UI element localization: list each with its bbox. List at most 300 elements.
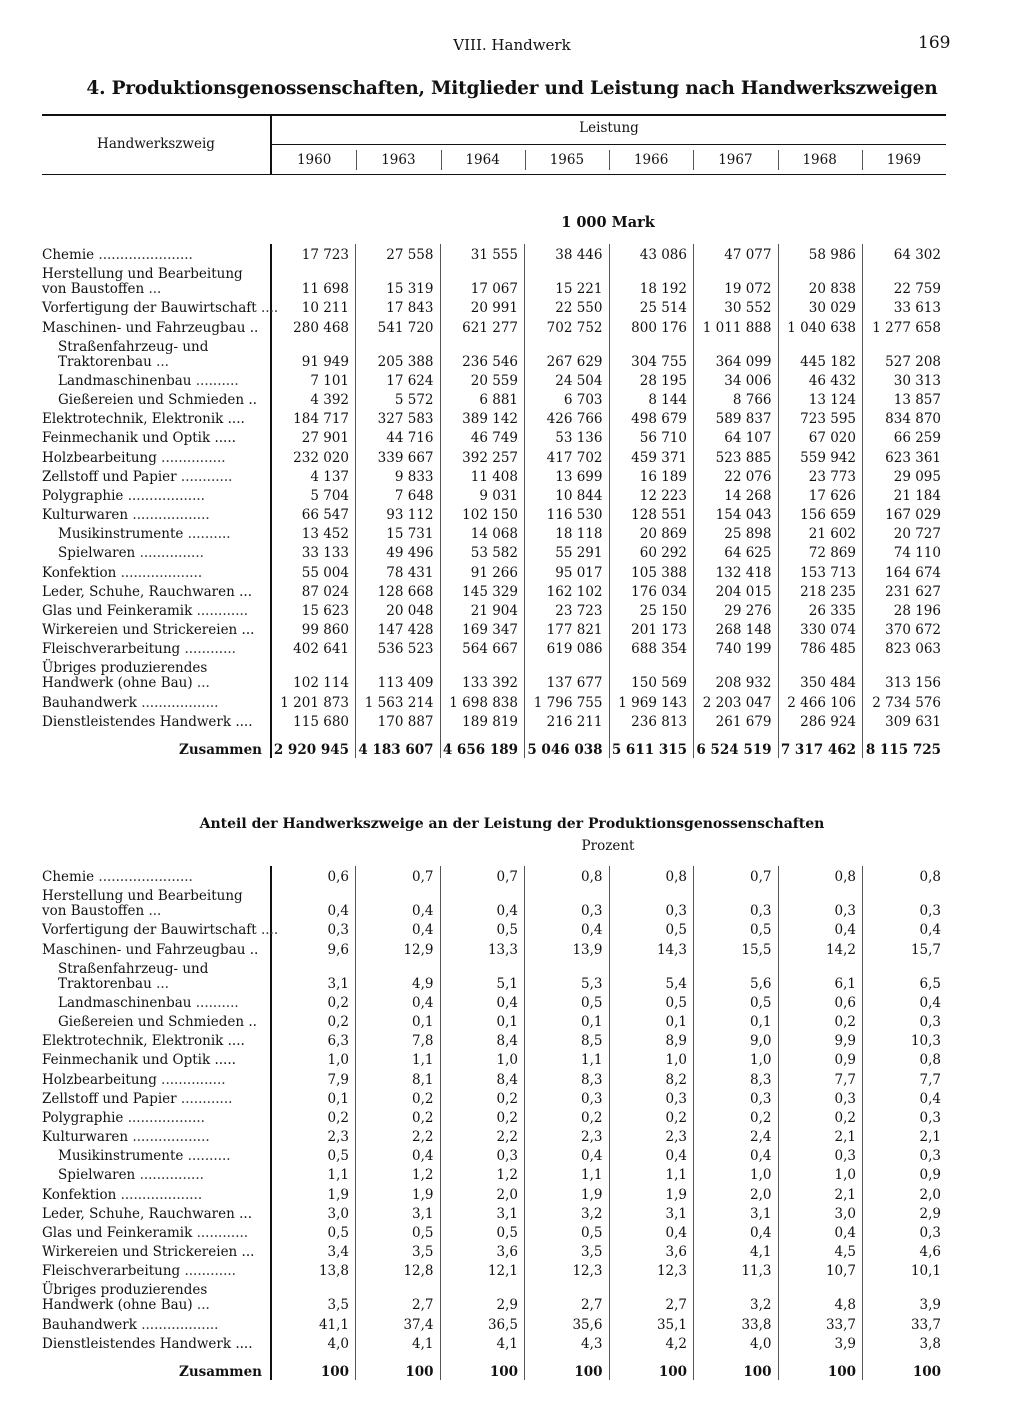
cell-value: 6,1 [778, 958, 863, 992]
leader-dots: ............ [184, 1263, 236, 1280]
cell-value: 0,4 [356, 992, 441, 1011]
cell-value: 3,2 [694, 1279, 779, 1313]
cell-value: 9 833 [356, 466, 441, 485]
cell-value: 8,4 [440, 1068, 525, 1087]
total-value: 4 656 189 [440, 730, 525, 758]
cell-value: 60 292 [609, 542, 694, 561]
cell-value: 74 110 [863, 542, 948, 561]
cell-value: 26 335 [778, 600, 863, 619]
cell-value: 800 176 [609, 316, 694, 335]
total-value: 100 [609, 1352, 694, 1380]
cell-value: 208 932 [694, 657, 779, 691]
cell-value: 0,1 [609, 1011, 694, 1030]
header-row-label: Handwerkszweig [97, 136, 215, 152]
cell-value: 162 102 [525, 581, 610, 600]
cell-value: 2,2 [440, 1126, 525, 1145]
cell-value: 150 569 [609, 657, 694, 691]
cell-value: 10 211 [271, 297, 356, 316]
cell-value: 0,4 [863, 992, 948, 1011]
cell-value: 1,0 [694, 1049, 779, 1068]
cell-value: 25 898 [694, 523, 779, 542]
leader-dots: ............ [184, 641, 236, 658]
cell-value: 10,3 [863, 1030, 948, 1049]
cell-value: 15,5 [694, 938, 779, 957]
cell-value: 0,3 [525, 1088, 610, 1107]
row-label: Elektrotechnik, Elektronik .... [42, 1033, 245, 1050]
total-value: 5 611 315 [609, 730, 694, 758]
cell-value: 339 667 [356, 446, 441, 465]
cell-value: 20 991 [440, 297, 525, 316]
row-label: Dienstleistendes Handwerk .... [42, 1335, 253, 1352]
cell-value: 218 235 [778, 581, 863, 600]
table-row [42, 1068, 947, 1087]
leader-dots: ............... [161, 1071, 226, 1088]
cell-value: 176 034 [609, 581, 694, 600]
leader-dots: .......... [187, 526, 231, 543]
cell-value: 13 699 [525, 466, 610, 485]
row-label: Herstellung und Bearbeitung von Baustoffen ... [42, 888, 243, 920]
cell-value: 10,7 [778, 1260, 863, 1279]
total-value: 100 [863, 1352, 948, 1380]
cell-value: 2,2 [356, 1126, 441, 1145]
header-group-rule [272, 144, 946, 145]
cell-value: 536 523 [356, 638, 441, 657]
total-value: 100 [525, 1352, 610, 1380]
table-row [42, 1279, 947, 1313]
cell-value: 2 734 576 [863, 691, 948, 710]
cell-value: 623 361 [863, 446, 948, 465]
table-row [42, 711, 947, 730]
cell-value: 0,5 [440, 1222, 525, 1241]
row-label: Herstellung und Bearbeitung von Baustoffen ... [42, 266, 243, 298]
cell-value: 392 257 [440, 446, 525, 465]
cell-value: 10 844 [525, 485, 610, 504]
cell-value: 33,7 [778, 1313, 863, 1332]
total-value: 4 183 607 [356, 730, 441, 758]
cell-value: 5,6 [694, 958, 779, 992]
leader-dots: ... [196, 1297, 210, 1314]
cell-value: 9,0 [694, 1030, 779, 1049]
cell-value: 0,5 [609, 919, 694, 938]
row-label: Holzbearbeitung ............... [42, 1071, 226, 1088]
total-value: 8 115 725 [863, 730, 948, 758]
table-row [42, 389, 947, 408]
cell-value: 4,3 [525, 1333, 610, 1352]
cell-value: 153 713 [778, 561, 863, 580]
cell-value: 3,5 [271, 1279, 356, 1313]
cell-value: 0,7 [440, 866, 525, 885]
cell-value: 0,4 [694, 1222, 779, 1241]
header-year-divider [693, 150, 694, 170]
row-label: Feinmechanik und Optik ..... [42, 1052, 236, 1069]
cell-value: 5,1 [440, 958, 525, 992]
row-label: Maschinen- und Fahrzeugbau .. [42, 319, 259, 336]
total-value: 7 317 462 [778, 730, 863, 758]
cell-value: 1,0 [271, 1049, 356, 1068]
row-label: Dienstleistendes Handwerk .... [42, 713, 253, 730]
row-label: Landmaschinenbau .......... [58, 994, 239, 1011]
cell-value: 0,2 [356, 1088, 441, 1107]
header-year-2: 1964 [465, 152, 500, 168]
leader-dots: .......... [195, 372, 239, 389]
cell-value: 1,1 [356, 1049, 441, 1068]
cell-value: 21 602 [778, 523, 863, 542]
cell-value: 6 703 [525, 389, 610, 408]
table-row [42, 885, 947, 919]
cell-value: 3,0 [271, 1203, 356, 1222]
total-value: 100 [440, 1352, 525, 1380]
cell-value: 17 843 [356, 297, 441, 316]
cell-value: 67 020 [778, 427, 863, 446]
cell-value: 8,9 [609, 1030, 694, 1049]
cell-value: 1 796 755 [525, 691, 610, 710]
cell-value: 53 136 [525, 427, 610, 446]
cell-value: 14 268 [694, 485, 779, 504]
table-row [42, 466, 947, 485]
table-row [42, 1126, 947, 1145]
cell-value: 0,3 [609, 1088, 694, 1107]
cell-value: 3,8 [863, 1333, 948, 1352]
cell-value: 9 031 [440, 485, 525, 504]
cell-value: 417 702 [525, 446, 610, 465]
header-bottom-rule [42, 174, 946, 175]
cell-value: 286 924 [778, 711, 863, 730]
cell-value: 2,3 [609, 1126, 694, 1145]
cell-value: 105 388 [609, 561, 694, 580]
table-row [42, 1107, 947, 1126]
table-row [42, 1030, 947, 1049]
table-row [42, 657, 947, 691]
cell-value: 23 773 [778, 466, 863, 485]
cell-value: 20 869 [609, 523, 694, 542]
cell-value: 1 698 838 [440, 691, 525, 710]
cell-value: 0,5 [271, 1145, 356, 1164]
table-title: 4. Produktionsgenossenschaften, Mitglieder und Leistung nach Handwerkszweigen [86, 78, 938, 99]
leader-dots: .................. [132, 507, 210, 524]
cell-value: 1,1 [525, 1049, 610, 1068]
cell-value: 55 291 [525, 542, 610, 561]
leader-dots: .......... [195, 994, 239, 1011]
cell-value: 24 504 [525, 370, 610, 389]
cell-value: 64 625 [694, 542, 779, 561]
cell-value: 7,7 [863, 1068, 948, 1087]
cell-value: 102 114 [271, 657, 356, 691]
cell-value: 2,1 [778, 1183, 863, 1202]
cell-value: 688 354 [609, 638, 694, 657]
cell-value: 113 409 [356, 657, 441, 691]
leader-dots: ............ [196, 603, 249, 619]
cell-value: 0,2 [525, 1107, 610, 1126]
cell-value: 23 723 [525, 600, 610, 619]
row-label: Vorfertigung der Bauwirtschaft .... [42, 922, 279, 939]
table-row [42, 1260, 947, 1279]
row-label: Bauhandwerk .................. [42, 694, 219, 711]
cell-value: 53 582 [440, 542, 525, 561]
row-label: Holzbearbeitung ............... [42, 449, 226, 466]
cell-value: 4,6 [863, 1241, 948, 1260]
cell-value: 2,0 [694, 1183, 779, 1202]
cell-value: 4,8 [778, 1279, 863, 1313]
table-row [42, 1241, 947, 1260]
cell-value: 12,9 [356, 938, 441, 957]
cell-value: 0,5 [356, 1222, 441, 1241]
row-label: Straßenfahrzeug- und Traktorenbau ... [58, 960, 209, 992]
cell-value: 11 408 [440, 466, 525, 485]
cell-value: 523 885 [694, 446, 779, 465]
table-row [42, 1333, 947, 1352]
cell-value: 216 211 [525, 711, 610, 730]
cell-value: 20 838 [778, 263, 863, 297]
cell-value: 3,0 [778, 1203, 863, 1222]
leader-dots: ............ [180, 468, 233, 485]
cell-value: 370 672 [863, 619, 948, 638]
cell-value: 169 347 [440, 619, 525, 638]
cell-value: 621 277 [440, 316, 525, 335]
cell-value: 3,1 [694, 1203, 779, 1222]
cell-value: 28 196 [863, 600, 948, 619]
cell-value: 0,4 [440, 885, 525, 919]
cell-value: 2 466 106 [778, 691, 863, 710]
cell-value: 0,3 [863, 1107, 948, 1126]
cell-value: 15 623 [271, 600, 356, 619]
cell-value: 147 428 [356, 619, 441, 638]
cell-value: 156 659 [778, 504, 863, 523]
cell-value: 3,6 [609, 1241, 694, 1260]
cell-value: 46 432 [778, 370, 863, 389]
leader-dots: ... [156, 975, 169, 992]
cell-value: 0,4 [609, 1222, 694, 1241]
cell-value: 823 063 [863, 638, 948, 657]
cell-value: 236 813 [609, 711, 694, 730]
row-label: Gießereien und Schmieden .. [58, 391, 257, 408]
row-label: Spielwaren ............... [58, 1167, 204, 1184]
cell-value: 1,0 [440, 1049, 525, 1068]
cell-value: 0,8 [525, 866, 610, 885]
row-label: Kulturwaren .................. [42, 1129, 210, 1146]
cell-value: 91 949 [271, 336, 356, 370]
cell-value: 0,3 [778, 885, 863, 919]
row-label: Spielwaren ............... [58, 545, 204, 562]
header-year-1: 1963 [381, 152, 416, 168]
leader-dots: ............... [139, 545, 204, 562]
table-row [42, 485, 947, 504]
cell-value: 8,5 [525, 1030, 610, 1049]
cell-value: 350 484 [778, 657, 863, 691]
cell-value: 0,3 [440, 1145, 525, 1164]
table-row [42, 244, 947, 263]
cell-value: 3,5 [525, 1241, 610, 1260]
table-row [42, 427, 947, 446]
header-group-label: Leistung [579, 120, 639, 136]
cell-value: 34 006 [694, 370, 779, 389]
cell-value: 41,1 [271, 1313, 356, 1332]
cell-value: 14,3 [609, 938, 694, 957]
cell-value: 17 624 [356, 370, 441, 389]
cell-value: 2,1 [778, 1126, 863, 1145]
table-row [42, 561, 947, 580]
cell-value: 4,0 [271, 1333, 356, 1352]
table-row [42, 919, 947, 938]
cell-value: 102 150 [440, 504, 525, 523]
cell-value: 0,3 [778, 1145, 863, 1164]
cell-value: 0,4 [778, 1222, 863, 1241]
cell-value: 1,0 [778, 1164, 863, 1183]
cell-value: 4,5 [778, 1241, 863, 1260]
cell-value: 0,4 [356, 1145, 441, 1164]
leader-dots: ... [156, 353, 169, 370]
table-row [42, 297, 947, 316]
row-label: Konfektion ................... [42, 1186, 203, 1203]
cell-value: 18 118 [525, 523, 610, 542]
cell-value: 0,4 [525, 1145, 610, 1164]
section1-unit: 1 000 Mark [561, 214, 655, 231]
cell-value: 189 819 [440, 711, 525, 730]
cell-value: 1 563 214 [356, 691, 441, 710]
cell-value: 541 720 [356, 316, 441, 335]
cell-value: 6 881 [440, 389, 525, 408]
leader-dots: .................. [132, 1129, 210, 1146]
cell-value: 0,2 [271, 1107, 356, 1126]
cell-value: 3,6 [440, 1241, 525, 1260]
cell-value: 0,1 [694, 1011, 779, 1030]
total-label: Zusammen [179, 741, 262, 758]
cell-value: 1,2 [356, 1164, 441, 1183]
row-label: Konfektion ................... [42, 564, 203, 581]
leader-dots: ............ [180, 1090, 233, 1107]
cell-value: 12,8 [356, 1260, 441, 1279]
cell-value: 49 496 [356, 542, 441, 561]
cell-value: 95 017 [525, 561, 610, 580]
table-header [42, 114, 946, 176]
cell-value: 1,2 [440, 1164, 525, 1183]
cell-value: 0,2 [271, 1011, 356, 1030]
cell-value: 402 641 [271, 638, 356, 657]
header-year-0: 1960 [296, 152, 332, 168]
cell-value: 132 418 [694, 561, 779, 580]
cell-value: 30 313 [863, 370, 948, 389]
cell-value: 2 203 047 [694, 691, 779, 710]
cell-value: 116 530 [525, 504, 610, 523]
cell-value: 1 277 658 [863, 316, 948, 335]
cell-value: 55 004 [271, 561, 356, 580]
leader-dots: .... [260, 300, 279, 317]
table-row [42, 542, 947, 561]
row-label: Gießereien und Schmieden .. [58, 1013, 257, 1030]
cell-value: 0,3 [525, 885, 610, 919]
cell-value: 11,3 [694, 1260, 779, 1279]
cell-value: 99 860 [271, 619, 356, 638]
cell-value: 313 156 [863, 657, 948, 691]
cell-value: 19 072 [694, 263, 779, 297]
cell-value: 0,6 [271, 866, 356, 885]
cell-value: 13,9 [525, 938, 610, 957]
cell-value: 7 648 [356, 485, 441, 504]
cell-value: 22 759 [863, 263, 948, 297]
cell-value: 115 680 [271, 711, 356, 730]
cell-value: 38 446 [525, 244, 610, 263]
cell-value: 28 195 [609, 370, 694, 389]
cell-value: 304 755 [609, 336, 694, 370]
table-row [42, 992, 947, 1011]
leader-dots: ............... [139, 1167, 204, 1184]
cell-value: 0,2 [356, 1107, 441, 1126]
cell-value: 0,2 [694, 1107, 779, 1126]
cell-value: 154 043 [694, 504, 779, 523]
cell-value: 47 077 [694, 244, 779, 263]
header-year-divider [778, 150, 779, 170]
cell-value: 145 329 [440, 581, 525, 600]
row-label: Musikinstrumente .......... [58, 526, 231, 543]
cell-value: 3,1 [356, 1203, 441, 1222]
cell-value: 56 710 [609, 427, 694, 446]
leader-dots: .......... [187, 1148, 231, 1165]
running-head: VIII. Handwerk [453, 36, 571, 54]
cell-value: 14,2 [778, 938, 863, 957]
table-row [42, 938, 947, 957]
cell-value: 0,5 [440, 919, 525, 938]
cell-value: 2,0 [440, 1183, 525, 1202]
cell-value: 4 137 [271, 466, 356, 485]
row-label: Chemie ...................... [42, 869, 193, 886]
cell-value: 201 173 [609, 619, 694, 638]
total-value: 6 524 519 [694, 730, 779, 758]
cell-value: 8,3 [694, 1068, 779, 1087]
cell-value: 3,2 [525, 1203, 610, 1222]
cell-value: 25 150 [609, 600, 694, 619]
cell-value: 0,7 [356, 866, 441, 885]
cell-value: 0,5 [525, 992, 610, 1011]
cell-value: 740 199 [694, 638, 779, 657]
row-label: Bauhandwerk .................. [42, 1316, 219, 1333]
cell-value: 17 067 [440, 263, 525, 297]
cell-value: 13 452 [271, 523, 356, 542]
header-year-7: 1969 [886, 152, 922, 168]
row-label: Kulturwaren .................. [42, 507, 210, 524]
cell-value: 7 101 [271, 370, 356, 389]
leader-dots: ................... [120, 1186, 203, 1203]
cell-value: 267 629 [525, 336, 610, 370]
cell-value: 12,3 [609, 1260, 694, 1279]
row-label: Musikinstrumente .......... [58, 1148, 231, 1165]
cell-value: 128 668 [356, 581, 441, 600]
row-label: Vorfertigung der Bauwirtschaft .... [42, 300, 279, 317]
cell-value: 21 904 [440, 600, 525, 619]
header-year-divider [862, 150, 863, 170]
cell-value: 15 221 [525, 263, 610, 297]
cell-value: 0,1 [525, 1011, 610, 1030]
cell-value: 261 679 [694, 711, 779, 730]
leader-dots: .................. [127, 487, 205, 504]
row-label: Chemie ...................... [42, 247, 193, 264]
total-value: 100 [778, 1352, 863, 1380]
cell-value: 12 223 [609, 485, 694, 504]
cell-value: 18 192 [609, 263, 694, 297]
cell-value: 0,1 [440, 1011, 525, 1030]
cell-value: 564 667 [440, 638, 525, 657]
cell-value: 7,8 [356, 1030, 441, 1049]
cell-value: 33 133 [271, 542, 356, 561]
cell-value: 27 901 [271, 427, 356, 446]
cell-value: 0,8 [863, 1049, 948, 1068]
cell-value: 280 468 [271, 316, 356, 335]
row-label: Zellstoff und Papier ............ [42, 468, 233, 485]
leader-dots: ...................... [98, 247, 193, 264]
cell-value: 2,4 [694, 1126, 779, 1145]
cell-value: 167 029 [863, 504, 948, 523]
table-row [42, 504, 947, 523]
row-label: Übriges produzierendes Handwerk (ohne Bau) ... [42, 1282, 210, 1314]
cell-value: 13,3 [440, 938, 525, 957]
